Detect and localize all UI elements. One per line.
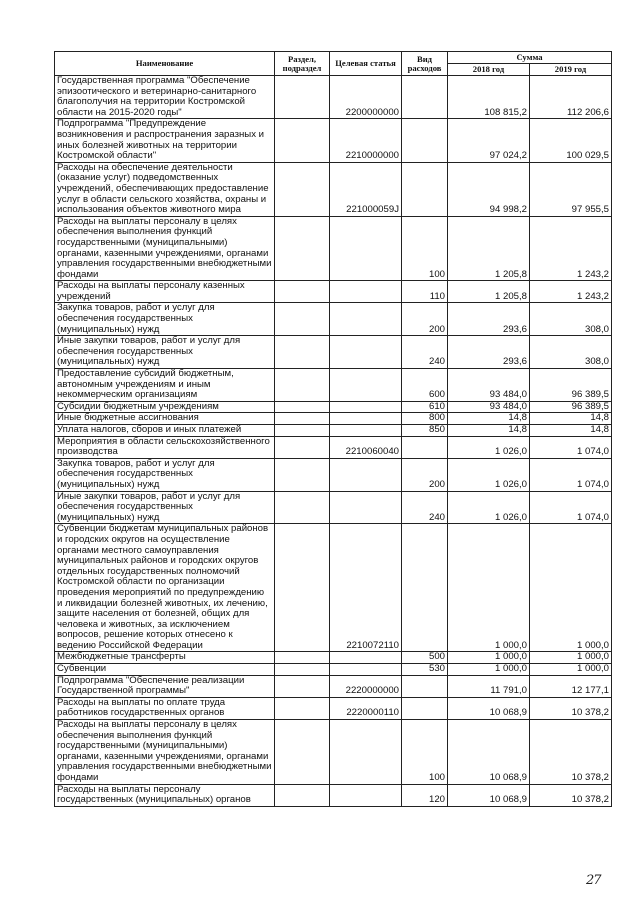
row-name-cell: Субвенции бюджетам муниципальных районов и городских округов на осуществление органами местного самоуправления муниципальных районов и городских округов отдельных государственных полномочий Костромской области по организации проведения мероприятий по предупреждению и ликвидации болезней животных, их лечению, защите населения от болезней, общих для человека и животных, за исключением вопросов, решение которых отнесено к ведению Российской Федерации	[55, 524, 275, 652]
row-sum-2018-cell: 97 024,2	[448, 119, 530, 162]
row-name-cell: Расходы на обеспечение деятельности (оказание услуг) подведомственных учреждений, обеспечивающих предоставление услуг в области сельского хозяйства, охраны и использования объектов животного мира	[55, 162, 275, 216]
row-sum-2019-cell: 96 389,5	[530, 401, 612, 413]
row-section-cell	[275, 413, 330, 425]
row-sum-2019-cell: 14,8	[530, 413, 612, 425]
row-target-code-cell	[330, 458, 402, 491]
row-section-cell	[275, 401, 330, 413]
row-name-cell: Закупка товаров, работ и услуг для обеспечения государственных (муниципальных) нужд	[55, 303, 275, 336]
row-vid-cell: 200	[402, 303, 448, 336]
header-sum: Сумма	[448, 52, 612, 64]
row-name-cell: Уплата налогов, сборов и иных платежей	[55, 425, 275, 437]
row-name-cell: Межбюджетные трансферты	[55, 652, 275, 664]
row-target-code-cell	[330, 281, 402, 303]
row-sum-2018-cell: 93 484,0	[448, 369, 530, 402]
row-sum-2018-cell: 1 026,0	[448, 491, 530, 524]
row-section-cell	[275, 491, 330, 524]
row-sum-2019-cell: 97 955,5	[530, 162, 612, 216]
row-name-cell: Подпрограмма "Предупреждение возникновения и распространения заразных и иных болезней животных на территории Костромской области"	[55, 119, 275, 162]
budget-table	[54, 51, 612, 807]
row-vid-cell	[402, 162, 448, 216]
row-target-code-cell: 2220000110	[330, 697, 402, 719]
row-sum-2019-cell: 308,0	[530, 336, 612, 369]
row-target-code-cell: 2210000000	[330, 119, 402, 162]
row-vid-cell	[402, 436, 448, 458]
row-target-code-cell: 2210060040	[330, 436, 402, 458]
row-name-cell: Расходы на выплаты персоналу в целях обеспечения выполнения функций государственными (муниципальными) органами, казенными учреждениями, органами управления государственными внебюджетными фондами	[55, 216, 275, 281]
row-target-code-cell	[330, 413, 402, 425]
row-name-cell: Расходы на выплаты персоналу казенных учреждений	[55, 281, 275, 303]
table-row	[55, 336, 612, 369]
row-section-cell	[275, 303, 330, 336]
row-sum-2018-cell: 94 998,2	[448, 162, 530, 216]
row-target-code-cell	[330, 784, 402, 806]
row-vid-cell: 120	[402, 784, 448, 806]
row-section-cell	[275, 697, 330, 719]
row-vid-cell	[402, 524, 448, 652]
row-sum-2018-cell: 1 205,8	[448, 281, 530, 303]
row-vid-cell: 530	[402, 664, 448, 676]
table-row	[55, 675, 612, 697]
row-vid-cell	[402, 119, 448, 162]
page-number: 27	[586, 873, 601, 888]
table-row	[55, 369, 612, 402]
table-row	[55, 524, 612, 652]
row-section-cell	[275, 436, 330, 458]
row-target-code-cell	[330, 369, 402, 402]
row-sum-2018-cell: 10 068,9	[448, 720, 530, 785]
row-section-cell	[275, 458, 330, 491]
row-name-cell: Расходы на выплаты персоналу в целях обеспечения выполнения функций государственными (муниципальными) органами, казенными учреждениями, органами управления государственными внебюджетными фондами	[55, 720, 275, 785]
row-name-cell: Предоставление субсидий бюджетным, автономным учреждениям и иным некоммерческим организациям	[55, 369, 275, 402]
row-target-code-cell: 2210072110	[330, 524, 402, 652]
header-2018: 2018 год	[448, 64, 530, 76]
table-row	[55, 76, 612, 119]
row-section-cell	[275, 76, 330, 119]
row-sum-2018-cell: 293,6	[448, 336, 530, 369]
table-row	[55, 784, 612, 806]
row-name-cell: Иные бюджетные ассигнования	[55, 413, 275, 425]
table-row	[55, 436, 612, 458]
row-sum-2019-cell: 112 206,6	[530, 76, 612, 119]
row-vid-cell: 110	[402, 281, 448, 303]
row-name-cell: Подпрограмма "Обеспечение реализации Государственной программы"	[55, 675, 275, 697]
row-target-code-cell: 2200000000	[330, 76, 402, 119]
row-vid-cell: 100	[402, 720, 448, 785]
row-sum-2019-cell: 1 000,0	[530, 652, 612, 664]
row-sum-2019-cell: 96 389,5	[530, 369, 612, 402]
row-sum-2018-cell: 108 815,2	[448, 76, 530, 119]
row-target-code-cell	[330, 401, 402, 413]
row-target-code-cell	[330, 664, 402, 676]
row-vid-cell: 200	[402, 458, 448, 491]
table-row	[55, 697, 612, 719]
row-target-code-cell	[330, 652, 402, 664]
row-vid-cell	[402, 675, 448, 697]
row-name-cell: Мероприятия в области сельскохозяйственного производства	[55, 436, 275, 458]
row-sum-2018-cell: 1 205,8	[448, 216, 530, 281]
header-2019: 2019 год	[530, 64, 612, 76]
row-sum-2018-cell: 93 484,0	[448, 401, 530, 413]
table-row	[55, 216, 612, 281]
row-sum-2018-cell: 14,8	[448, 413, 530, 425]
row-sum-2018-cell: 1 000,0	[448, 524, 530, 652]
header-section: Раздел, подраздел	[275, 52, 330, 76]
row-target-code-cell	[330, 491, 402, 524]
table-row	[55, 664, 612, 676]
row-name-cell: Расходы на выплаты персоналу государственных (муниципальных) органов	[55, 784, 275, 806]
row-name-cell: Закупка товаров, работ и услуг для обеспечения государственных (муниципальных) нужд	[55, 458, 275, 491]
table-row	[55, 303, 612, 336]
row-sum-2019-cell: 1 000,0	[530, 524, 612, 652]
table-row	[55, 281, 612, 303]
row-section-cell	[275, 369, 330, 402]
row-sum-2019-cell: 10 378,2	[530, 720, 612, 785]
row-name-cell: Субсидии бюджетным учреждениям	[55, 401, 275, 413]
row-name-cell: Расходы на выплаты по оплате труда работников государственных органов	[55, 697, 275, 719]
header-vid: Вид расходов	[402, 52, 448, 76]
row-vid-cell: 850	[402, 425, 448, 437]
row-target-code-cell	[330, 425, 402, 437]
row-sum-2018-cell: 293,6	[448, 303, 530, 336]
table-row	[55, 401, 612, 413]
row-sum-2018-cell: 10 068,9	[448, 784, 530, 806]
row-sum-2019-cell: 14,8	[530, 425, 612, 437]
row-section-cell	[275, 162, 330, 216]
row-section-cell	[275, 119, 330, 162]
table-row	[55, 413, 612, 425]
row-sum-2019-cell: 100 029,5	[530, 119, 612, 162]
row-section-cell	[275, 336, 330, 369]
table-row	[55, 119, 612, 162]
row-sum-2018-cell: 1 000,0	[448, 664, 530, 676]
row-section-cell	[275, 784, 330, 806]
row-sum-2019-cell: 1 243,2	[530, 216, 612, 281]
row-vid-cell: 610	[402, 401, 448, 413]
row-vid-cell: 600	[402, 369, 448, 402]
table-row	[55, 425, 612, 437]
row-sum-2018-cell: 1 026,0	[448, 436, 530, 458]
row-name-cell: Государственная программа "Обеспечение эпизоотического и ветеринарно-санитарного благополучия на территории Костромской области на 2015-2020 годы"	[55, 76, 275, 119]
row-name-cell: Иные закупки товаров, работ и услуг для обеспечения государственных (муниципальных) нужд	[55, 336, 275, 369]
row-section-cell	[275, 664, 330, 676]
row-section-cell	[275, 675, 330, 697]
table-row	[55, 720, 612, 785]
row-target-code-cell	[330, 216, 402, 281]
row-sum-2019-cell: 1 243,2	[530, 281, 612, 303]
table-row	[55, 491, 612, 524]
row-vid-cell	[402, 697, 448, 719]
row-section-cell	[275, 216, 330, 281]
row-sum-2019-cell: 12 177,1	[530, 675, 612, 697]
row-vid-cell: 100	[402, 216, 448, 281]
row-target-code-cell	[330, 720, 402, 785]
row-name-cell: Субвенции	[55, 664, 275, 676]
row-vid-cell	[402, 76, 448, 119]
table-row	[55, 458, 612, 491]
row-target-code-cell: 221000059J	[330, 162, 402, 216]
row-target-code-cell	[330, 303, 402, 336]
table-row	[55, 652, 612, 664]
row-sum-2019-cell: 1 000,0	[530, 664, 612, 676]
row-target-code-cell	[330, 336, 402, 369]
row-section-cell	[275, 720, 330, 785]
row-vid-cell: 240	[402, 491, 448, 524]
row-sum-2018-cell: 1 000,0	[448, 652, 530, 664]
row-sum-2019-cell: 10 378,2	[530, 697, 612, 719]
row-sum-2018-cell: 10 068,9	[448, 697, 530, 719]
row-sum-2019-cell: 1 074,0	[530, 436, 612, 458]
row-vid-cell: 240	[402, 336, 448, 369]
row-sum-2018-cell: 1 026,0	[448, 458, 530, 491]
row-vid-cell: 500	[402, 652, 448, 664]
row-sum-2019-cell: 1 074,0	[530, 491, 612, 524]
row-sum-2019-cell: 308,0	[530, 303, 612, 336]
row-sum-2018-cell: 11 791,0	[448, 675, 530, 697]
table-row	[55, 162, 612, 216]
row-vid-cell: 800	[402, 413, 448, 425]
header-name: Наименование	[55, 52, 275, 76]
row-target-code-cell: 2220000000	[330, 675, 402, 697]
row-sum-2019-cell: 10 378,2	[530, 784, 612, 806]
row-section-cell	[275, 652, 330, 664]
header-target: Целевая статья	[330, 52, 402, 76]
row-sum-2019-cell: 1 074,0	[530, 458, 612, 491]
row-name-cell: Иные закупки товаров, работ и услуг для обеспечения государственных (муниципальных) нужд	[55, 491, 275, 524]
row-section-cell	[275, 425, 330, 437]
row-section-cell	[275, 524, 330, 652]
row-section-cell	[275, 281, 330, 303]
row-sum-2018-cell: 14,8	[448, 425, 530, 437]
